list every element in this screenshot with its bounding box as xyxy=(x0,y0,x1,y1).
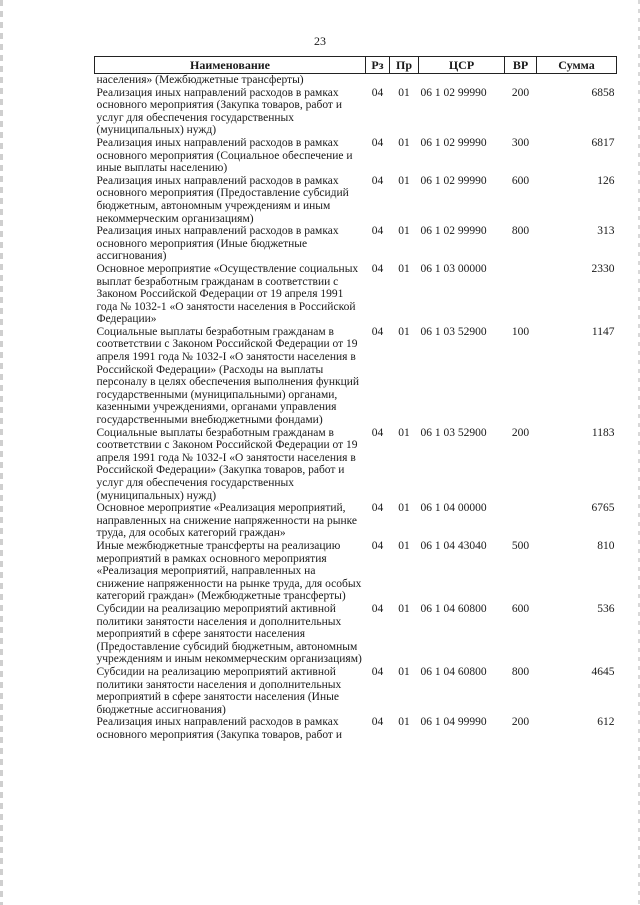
row-name: Реализация иных направлений расходов в рамках основного мероприятия (Закупка товаров, работ и xyxy=(96,716,342,741)
header-vr: ВР xyxy=(505,57,537,74)
row-csr: 06 1 04 60800 xyxy=(420,665,487,678)
row-rz: 04 xyxy=(371,539,384,552)
table-row xyxy=(95,716,617,741)
row-rz: 04 xyxy=(371,426,384,439)
row-pr: 01 xyxy=(398,665,410,678)
row-pr: 01 xyxy=(398,86,410,99)
row-pr: 01 xyxy=(398,426,410,439)
row-sum: 612 xyxy=(597,716,615,729)
row-sum: 6765 xyxy=(591,502,615,515)
row-csr: 06 1 02 99990 xyxy=(420,225,487,238)
table-row xyxy=(95,326,617,427)
table-row xyxy=(95,74,617,87)
row-vr: 200 xyxy=(511,86,530,99)
row-csr: 06 1 04 99990 xyxy=(420,716,487,729)
row-csr: 06 1 04 60800 xyxy=(420,602,487,615)
row-sum: 126 xyxy=(597,174,615,187)
row-name: Реализация иных направлений расходов в рамках основного мероприятия (Социальное обеспечение и иные выплаты населению) xyxy=(96,136,353,175)
row-csr: 06 1 02 99990 xyxy=(420,174,487,187)
table-row xyxy=(95,263,617,326)
row-name: Субсидии на реализацию мероприятий активной политики занятости населения и дополнительных мероприятий в сфере занятости населения (Предоставление субсидий бюджетным, автономным учреждениям и иным некоммерческим организациям) xyxy=(96,602,362,666)
row-sum: 313 xyxy=(597,225,615,238)
row-name: Основное мероприятие «Осуществление социальных выплат безработным гражданам в соответствии с Законом Российской Федерации от 19 апреля 1991 года № 1032-1 «О занятости населения в Российской Федерации» xyxy=(96,262,359,326)
row-rz: 04 xyxy=(371,716,384,729)
row-csr: 06 1 02 99990 xyxy=(420,86,487,99)
row-pr: 01 xyxy=(398,325,410,338)
row-csr: 06 1 03 52900 xyxy=(420,426,487,439)
table-row xyxy=(95,603,617,666)
table-row xyxy=(95,225,617,263)
row-vr: 500 xyxy=(511,539,530,552)
table-row xyxy=(95,540,617,603)
row-name: Основное мероприятие «Реализация мероприятий, направленных на снижение напряженности на рынке труда, для особых категорий граждан» xyxy=(96,502,358,540)
row-name: Реализация иных направлений расходов в рамках основного мероприятия (Иные бюджетные ассигнования) xyxy=(96,225,339,263)
row-rz: 04 xyxy=(371,325,384,338)
row-csr: 06 1 04 43040 xyxy=(420,539,487,552)
row-sum: 4645 xyxy=(591,665,615,678)
row-pr: 01 xyxy=(398,225,410,238)
header-csr: ЦСР xyxy=(419,57,505,74)
row-csr: 06 1 02 99990 xyxy=(420,136,487,149)
budget-table xyxy=(94,56,617,741)
row-rz: 04 xyxy=(371,665,384,678)
row-sum: 6858 xyxy=(591,86,615,99)
row-vr: 800 xyxy=(511,665,530,678)
row-vr: 600 xyxy=(511,174,530,187)
row-csr: 06 1 03 52900 xyxy=(420,325,487,338)
row-sum: 810 xyxy=(597,539,615,552)
page-number: 23 xyxy=(314,34,326,48)
row-pr: 01 xyxy=(398,539,410,552)
scan-left-edge xyxy=(0,0,3,905)
row-vr: 100 xyxy=(511,325,530,338)
row-name: Реализация иных направлений расходов в рамках основного мероприятия (Предоставление субсидий бюджетным, автономным учреждениям и иным некоммерческим организациям) xyxy=(96,174,349,225)
row-pr: 01 xyxy=(398,136,410,149)
row-name: Иные межбюджетные трансферты на реализацию мероприятий в рамках основного мероприятия «Реализация мероприятий, направленных на снижение напряженности на рынке труда, для особых категорий граждан» (Межбюджетные трансферты) xyxy=(96,539,362,603)
row-pr: 01 xyxy=(398,602,410,615)
row-name: Реализация иных направлений расходов в рамках основного мероприятия (Закупка товаров, работ и услуг для обеспечения государственных (муниципальных) нужд) xyxy=(96,86,342,137)
row-sum: 536 xyxy=(597,602,615,615)
row-csr: 06 1 03 00000 xyxy=(420,262,487,275)
row-vr: 200 xyxy=(511,716,530,729)
table-header-row xyxy=(95,57,617,74)
table-row xyxy=(95,427,617,503)
header-sum: Сумма xyxy=(537,57,617,74)
row-pr: 01 xyxy=(398,716,410,729)
row-rz: 04 xyxy=(371,136,384,149)
table-row xyxy=(95,502,617,540)
row-vr: 600 xyxy=(511,602,530,615)
row-csr: 06 1 04 00000 xyxy=(420,502,487,515)
row-rz xyxy=(366,74,390,87)
row-name: Социальные выплаты безработным гражданам в соответствии с Законом Российской Федерации от 19 апреля 1991 года № 1032-I «О занятости населения в Российской Федерации» (Расходы на выплаты персоналу в целях обеспечения выполнения функций государственными (муниципальными) органами, казенными учреждениями, органами управления государственными внебюджетными фондами) xyxy=(96,325,360,427)
row-rz: 04 xyxy=(371,502,384,515)
row-sum xyxy=(537,74,617,87)
header-rz: Рз xyxy=(366,57,390,74)
table-row xyxy=(95,87,617,137)
row-pr: 01 xyxy=(398,502,410,515)
row-rz: 04 xyxy=(371,174,384,187)
table-row xyxy=(95,666,617,716)
header-name: Наименование xyxy=(95,57,366,74)
row-pr: 01 xyxy=(398,174,410,187)
row-name: Субсидии на реализацию мероприятий активной политики занятости населения и дополнительных мероприятий в сфере занятости населения (Иные бюджетные ассигнования) xyxy=(96,665,342,716)
row-rz: 04 xyxy=(371,262,384,275)
row-name: Социальные выплаты безработным гражданам в соответствии с Законом Российской Федерации от 19 апреля 1991 года № 1032-I «О занятости населения в Российской Федерации» (Закупка товаров, работ и услуг для обеспечения государственных (муниципальных) нужд) xyxy=(96,426,358,502)
row-vr: 800 xyxy=(511,225,530,238)
row-sum: 6817 xyxy=(591,136,615,149)
row-rz: 04 xyxy=(371,225,384,238)
table-row xyxy=(95,175,617,225)
row-rz: 04 xyxy=(371,602,384,615)
row-vr xyxy=(505,502,537,540)
row-sum: 1147 xyxy=(591,325,615,338)
row-vr xyxy=(505,263,537,326)
row-sum: 1183 xyxy=(591,426,615,439)
row-vr: 300 xyxy=(511,136,530,149)
row-rz: 04 xyxy=(371,86,384,99)
row-pr: 01 xyxy=(398,262,410,275)
row-name: населения» (Межбюджетные трансферты) xyxy=(96,74,304,86)
row-vr: 200 xyxy=(511,426,530,439)
row-vr xyxy=(505,74,537,87)
row-csr xyxy=(419,74,505,87)
row-pr xyxy=(390,74,419,87)
header-pr: Пр xyxy=(390,57,419,74)
table-row xyxy=(95,137,617,175)
row-sum: 2330 xyxy=(591,262,615,275)
